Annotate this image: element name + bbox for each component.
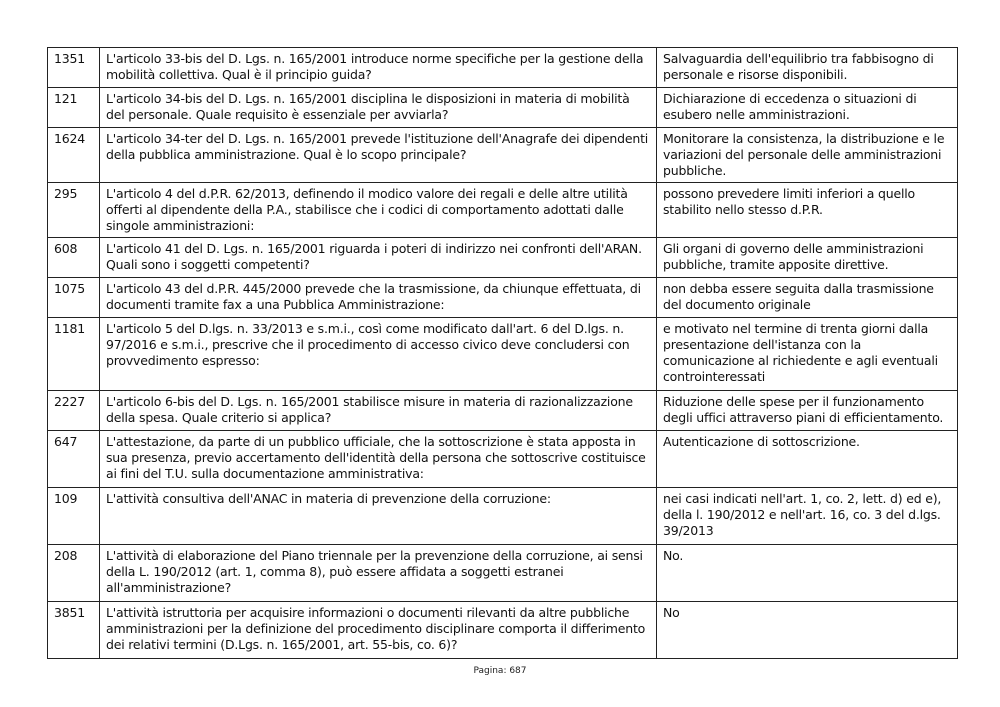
answer-text: Salvaguardia dell'equilibrio tra fabbisogno di personale e risorse disponibili. bbox=[657, 48, 958, 88]
answer-text: nei casi indicati nell'art. 1, co. 2, lett. d) ed e), della l. 190/2012 e nell'art. 16, co. 3 del d.lgs. 39/2013 bbox=[657, 488, 958, 545]
question-id: 1351 bbox=[48, 48, 100, 88]
question-text: L'attestazione, da parte di un pubblico ufficiale, che la sottoscrizione è stata apposta in sua presenza, previo accertamento dell'identità della persona che sottoscrive costituisce ai fini del T.U. sulla documentazione amministrativa: bbox=[100, 431, 657, 488]
table-row bbox=[48, 602, 958, 659]
table-row bbox=[48, 488, 958, 545]
answer-text: Dichiarazione di eccedenza o situazioni di esubero nelle amministrazioni. bbox=[657, 88, 958, 128]
question-text: L'attività consultiva dell'ANAC in materia di prevenzione della corruzione: bbox=[100, 488, 657, 545]
question-text: L'articolo 33-bis del D. Lgs. n. 165/2001 introduce norme specifiche per la gestione della mobilità collettiva. Qual è il principio guida? bbox=[100, 48, 657, 88]
answer-text: Riduzione delle spese per il funzionamento degli uffici attraverso piani di efficientamento. bbox=[657, 391, 958, 431]
page-number: Pagina: 687 bbox=[473, 666, 527, 676]
question-id: 1181 bbox=[48, 318, 100, 391]
question-text: L'articolo 6-bis del D. Lgs. n. 165/2001 stabilisce misure in materia di razionalizzazione della spesa. Quale criterio si applica? bbox=[100, 391, 657, 431]
question-id: 1624 bbox=[48, 128, 100, 183]
question-id: 647 bbox=[48, 431, 100, 488]
answer-text: e motivato nel termine di trenta giorni dalla presentazione dell'istanza con la comunicazione al richiedente e agli eventuali controinteressati bbox=[657, 318, 958, 391]
question-text: L'articolo 4 del d.P.R. 62/2013, definendo il modico valore dei regali e delle altre utilità offerti al dipendente della P.A., stabilisce che i codici di comportamento adottati dalle singole amministrazioni: bbox=[100, 183, 657, 238]
answer-text: Monitorare la consistenza, la distribuzione e le variazioni del personale delle amministrazioni pubbliche. bbox=[657, 128, 958, 183]
table-row bbox=[48, 431, 958, 488]
table-row bbox=[48, 238, 958, 278]
questions-table bbox=[47, 47, 958, 659]
question-id: 608 bbox=[48, 238, 100, 278]
answer-text: No bbox=[657, 602, 958, 659]
question-text: L'articolo 5 del D.lgs. n. 33/2013 e s.m.i., così come modificato dall'art. 6 del D.lgs. n. 97/2016 e s.m.i., prescrive che il procedimento di accesso civico deve concludersi con provvedimento espresso: bbox=[100, 318, 657, 391]
question-id: 121 bbox=[48, 88, 100, 128]
table-row bbox=[48, 318, 958, 391]
answer-text: Gli organi di governo delle amministrazioni pubbliche, tramite apposite direttive. bbox=[657, 238, 958, 278]
answer-text: Autenticazione di sottoscrizione. bbox=[657, 431, 958, 488]
question-id: 208 bbox=[48, 545, 100, 602]
answer-text: possono prevedere limiti inferiori a quello stabilito nello stesso d.P.R. bbox=[657, 183, 958, 238]
question-id: 1075 bbox=[48, 278, 100, 318]
question-text: L'articolo 34-ter del D. Lgs. n. 165/2001 prevede l'istituzione dell'Anagrafe dei dipendenti della pubblica amministrazione. Qual è lo scopo principale? bbox=[100, 128, 657, 183]
question-text: L'articolo 34-bis del D. Lgs. n. 165/2001 disciplina le disposizioni in materia di mobilità del personale. Quale requisito è essenziale per avviarla? bbox=[100, 88, 657, 128]
answer-text: No. bbox=[657, 545, 958, 602]
table-row bbox=[48, 545, 958, 602]
table-row bbox=[48, 48, 958, 88]
question-text: L'attività di elaborazione del Piano triennale per la prevenzione della corruzione, ai sensi della L. 190/2012 (art. 1, comma 8), può essere affidata a soggetti estranei all'amministrazione? bbox=[100, 545, 657, 602]
table-row bbox=[48, 88, 958, 128]
answer-text: non debba essere seguita dalla trasmissione del documento originale bbox=[657, 278, 958, 318]
question-text: L'articolo 43 del d.P.R. 445/2000 prevede che la trasmissione, da chiunque effettuata, di documenti tramite fax a una Pubblica Amministrazione: bbox=[100, 278, 657, 318]
question-id: 109 bbox=[48, 488, 100, 545]
question-id: 2227 bbox=[48, 391, 100, 431]
question-id: 3851 bbox=[48, 602, 100, 659]
question-text: L'attività istruttoria per acquisire informazioni o documenti rilevanti da altre pubbliche amministrazioni per la definizione del procedimento disciplinare comporta il differimento dei relativi termini (D.Lgs. n. 165/2001, art. 55-bis, co. 6)? bbox=[100, 602, 657, 659]
table-row bbox=[48, 128, 958, 183]
table-row bbox=[48, 183, 958, 238]
question-id: 295 bbox=[48, 183, 100, 238]
question-text: L'articolo 41 del D. Lgs. n. 165/2001 riguarda i poteri di indirizzo nei confronti dell'ARAN. Quali sono i soggetti competenti? bbox=[100, 238, 657, 278]
table-row bbox=[48, 391, 958, 431]
table-row bbox=[48, 278, 958, 318]
